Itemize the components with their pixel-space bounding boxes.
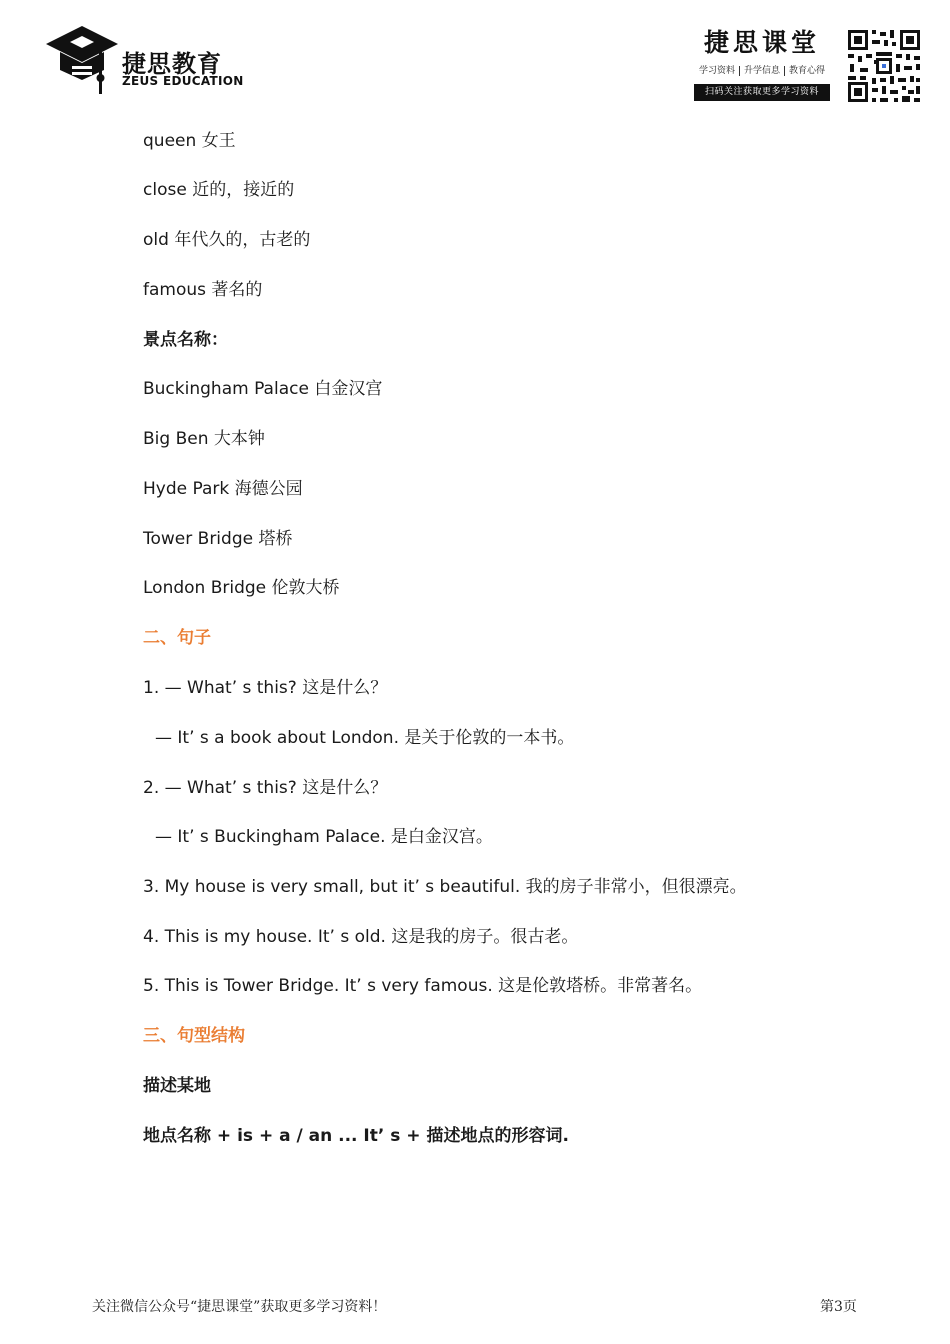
sentence-line: — It’ s Buckingham Palace. 是白金汉宫。 [155, 827, 493, 847]
sentence-line: 1. — What’ s this? 这是什么？ [143, 678, 388, 698]
sentence-line: 4. This is my house. It’ s old. 这是我的房子。很古老。 [143, 927, 579, 947]
vocab-line: close 近的，接近的 [143, 180, 295, 200]
sentence-line: 2. — What’ s this? 这是什么？ [143, 778, 388, 798]
landmark-line: Hyde Park 海德公园 [143, 479, 303, 499]
vocab-line: famous 著名的 [143, 280, 263, 300]
section-heading: 三、句型结构 [143, 1026, 245, 1046]
promo-tags [694, 64, 830, 78]
page-header [0, 0, 950, 110]
sentence-line: 5. This is Tower Bridge. It’ s very famous. 这是伦敦塔桥。非常著名。 [143, 976, 703, 996]
sentence-line: 3. My house is very small, but it’ s beautiful. 我的房子非常小，但很漂亮。 [143, 877, 747, 897]
landmark-line: Big Ben 大本钟 [143, 429, 265, 449]
promo-tag: 教育心得 [789, 66, 826, 76]
promo-block [694, 26, 830, 108]
vocab-line: queen 女王 [143, 131, 236, 151]
brand-logo [44, 22, 244, 94]
landmark-line: Buckingham Palace 白金汉宫 [143, 379, 383, 399]
promo-tag: 学习资料 [695, 66, 740, 76]
vocab-line: old 年代久的，古老的 [143, 230, 311, 250]
qr-code-icon[interactable] [846, 28, 922, 104]
footer-note: 关注微信公众号“捷思课堂”获取更多学习资料！ [92, 1299, 387, 1315]
brand-english-name: ZEUS EDUCATION [122, 74, 244, 88]
promo-title: 捷思课堂 [703, 28, 820, 57]
sentence-line: — It’ s a book about London. 是关于伦敦的一本书。 [155, 728, 575, 748]
landmark-line: London Bridge 伦敦大桥 [143, 578, 340, 598]
pattern-line: 地点名称 + is + a / an ... It’ s + 描述地点的形容词. [143, 1126, 569, 1146]
mortarboard-icon [44, 22, 120, 94]
promo-tag: 升学信息 [740, 66, 785, 76]
section-heading: 二、句子 [143, 628, 211, 648]
brand-name: 捷思教育 [122, 50, 222, 78]
landmark-line: Tower Bridge 塔桥 [143, 529, 293, 549]
page-footer [0, 1296, 950, 1320]
promo-bar: 扫码关注获取更多学习资料 [694, 84, 830, 101]
page-number: 第3页 [820, 1299, 857, 1315]
subheading: 描述某地 [143, 1076, 211, 1096]
subheading: 景点名称： [143, 330, 228, 350]
